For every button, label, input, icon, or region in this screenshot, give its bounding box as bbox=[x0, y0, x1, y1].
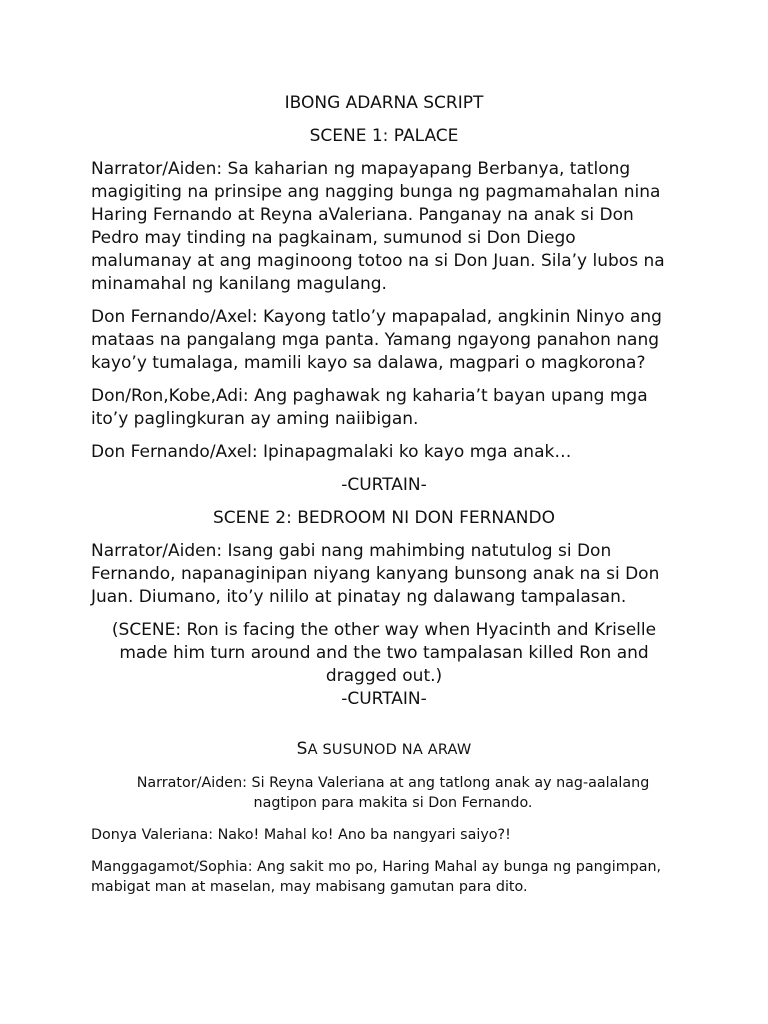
document-title: IBONG ADARNA SCRIPT bbox=[284, 93, 484, 113]
section-3-heading-rest: A SUSUNOD NA ARAW bbox=[307, 742, 472, 758]
section-3-heading bbox=[91, 739, 677, 759]
script-page bbox=[91, 92, 677, 897]
scene-2-heading: SCENE 2: BEDROOM NI DON FERNANDO bbox=[213, 508, 555, 528]
scene-2-narration: Narrator/Aiden: Isang gabi nang mahimbing natutulog si Don Fernando, napanaginipan niyang kanyang bunsong anak na si Don Juan. Diumano, ito’y nililo at pinatay ng dalawang tampalasan. bbox=[91, 541, 660, 607]
scene-1-heading: SCENE 1: PALACE bbox=[309, 126, 459, 146]
stage-direction: (SCENE: Ron is facing the other way when Hyacinth and Kriselle made him turn around and the two tampalasan killed Ron and dragged out.) bbox=[111, 620, 657, 686]
section-3-narration: Narrator/Aiden: Si Reyna Valeriana at ang tatlong anak ay nag-aalalang nagtipon para makita si Don Fernando. bbox=[136, 775, 650, 811]
section-3-heading-initial: S bbox=[296, 739, 308, 759]
scene-1-dialogue-princes: Don/Ron,Kobe,Adi: Ang paghawak ng kaharia’t bayan upang mga ito’y paglingkuran ay aming naiibigan. bbox=[91, 386, 648, 429]
scene-1-dialogue-fernando: Don Fernando/Axel: Kayong tatlo’y mapapalad, angkinin Ninyo ang mataas na pangalang mga panta. Yamang ngayong panahon nang kayo’y tumalaga, mamili kayo sa dalawa, magpari o magkorona? bbox=[91, 307, 662, 373]
curtain-1: -CURTAIN- bbox=[341, 475, 427, 495]
scene-1-dialogue-fernando-2: Don Fernando/Axel: Ipinapagmalaki ko kayo mga anak… bbox=[91, 442, 572, 462]
section-3-dialogue-donya: Donya Valeriana: Nako! Mahal ko! Ano ba nangyari saiyo?! bbox=[91, 827, 511, 843]
curtain-2: -CURTAIN- bbox=[341, 689, 427, 709]
scene-1-narration: Narrator/Aiden: Sa kaharian ng mapayapang Berbanya, tatlong magigiting na prinsipe ang nagging bunga ng pagmamahalan nina Haring Fernando at Reyna aValeriana. Panganay na anak si Don Pedro may tinding na pagkainam, sumunod si Don Diego malumanay at ang maginoong totoo na si Don Juan. Sila’y lubos na minamahal ng kanilang magulang. bbox=[91, 159, 665, 294]
section-3-dialogue-manggagamot: Manggagamot/Sophia: Ang sakit mo po, Haring Mahal ay bunga ng pangimpan, mabigat man at maselan, may mabisang gamutan para dito. bbox=[91, 859, 662, 895]
